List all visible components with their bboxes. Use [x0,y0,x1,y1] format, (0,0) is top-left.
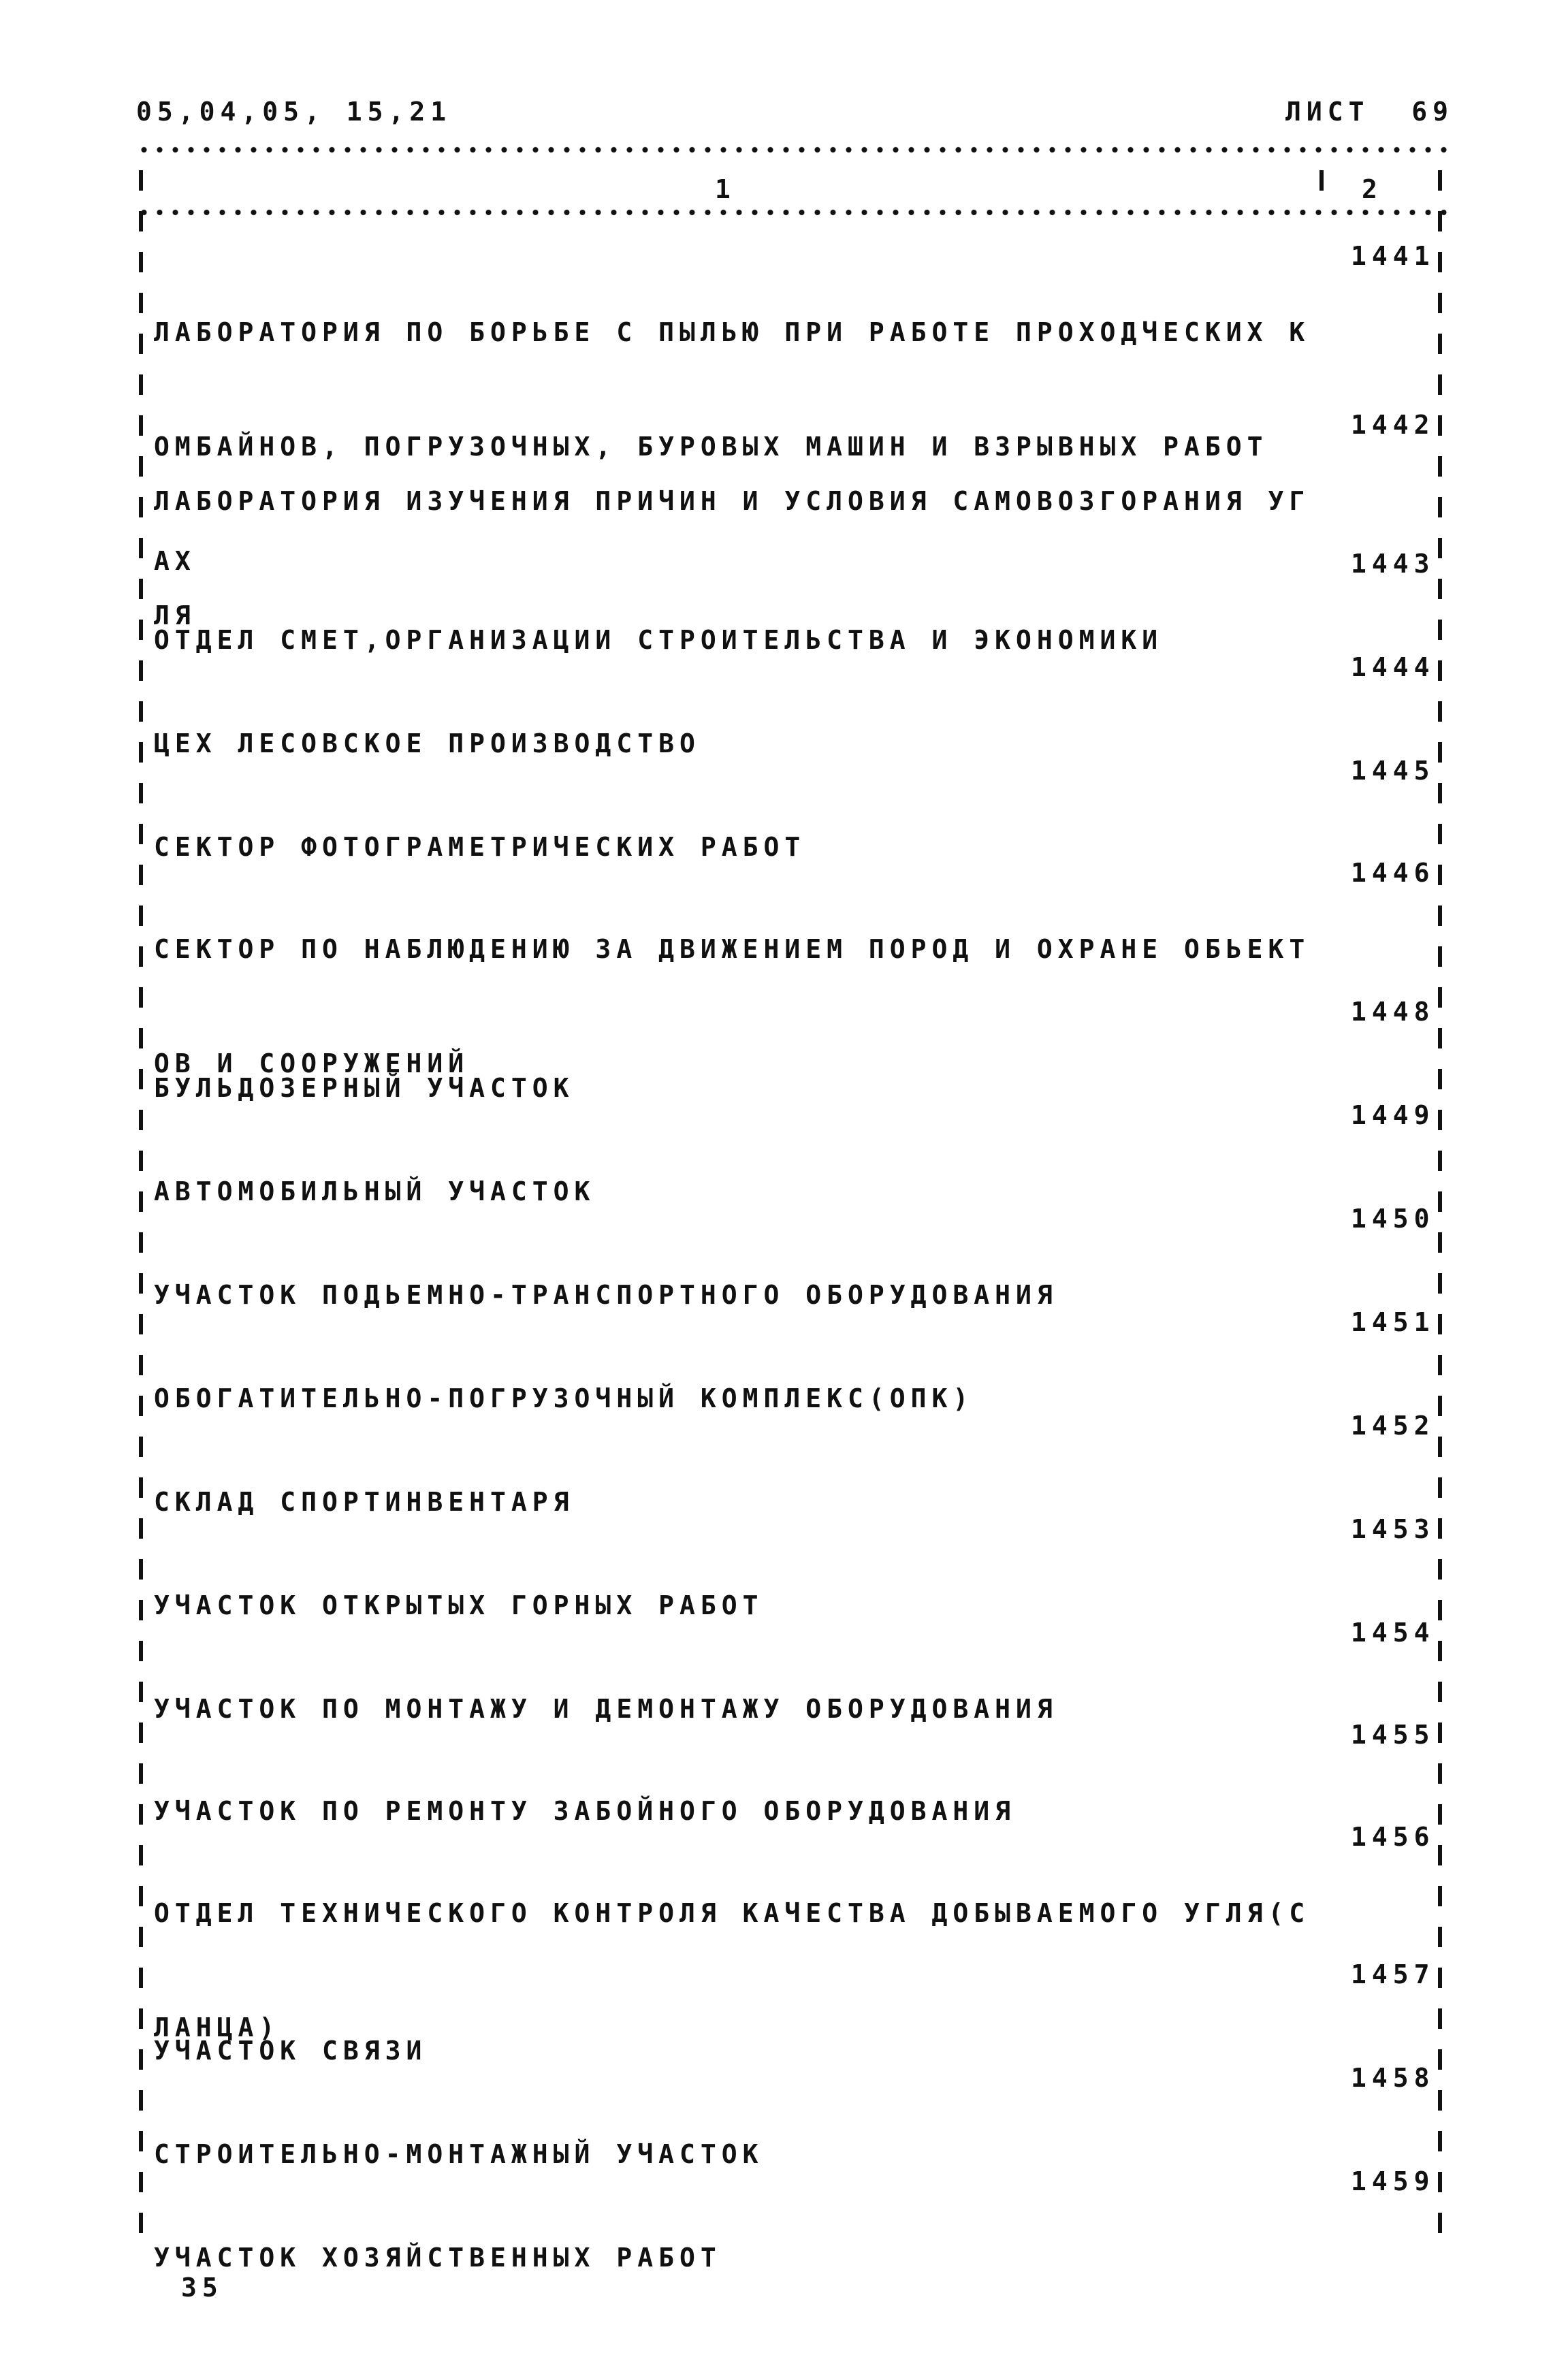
department-name: ЦЕХ ЛЕСОВСКОЕ ПРОИЗВОДСТВО [154,728,701,758]
department-code: 1442 [1351,410,1435,440]
department-code: 1450 [1351,1204,1435,1234]
department-name: СТРОИТЕЛЬНО-МОНТАЖНЫЙ УЧАСТОК [154,2139,764,2169]
department-name: ОТДЕЛ СМЕТ,ОРГАНИЗАЦИИ СТРОИТЕЛЬСТВА И ЭКОНОМИКИ [154,625,1164,655]
table-right-border [1438,170,1442,2240]
page-number: 35 [181,2273,223,2303]
department-code: 1459 [1351,2166,1435,2196]
department-name: УЧАСТОК ХОЗЯЙСТВЕННЫХ РАБОТ [154,2243,722,2273]
column-header-1: 1 [715,174,736,204]
column-divider [1319,170,1324,211]
department-code: 1448 [1351,997,1435,1027]
asterisk-rule-header [136,207,1454,218]
department-code: 1454 [1351,1618,1435,1648]
department-name: СЕКТОР ФОТОГРАМЕТРИЧЕСКИХ РАБОТ [154,832,806,862]
department-name: СЕКТОР ПО НАБЛЮДЕНИЮ ЗА ДВИЖЕНИЕМ ПОРОД И ОХРАНЕ ОБЬЕКТ ОВ И СООРУЖЕНИЙ [154,934,1311,1078]
department-name: УЧАСТОК ПОДЬЕМНО-ТРАНСПОРТНОГО ОБОРУДОВАНИЯ [154,1280,1058,1310]
department-code: 1452 [1351,1411,1435,1441]
department-name: ЛАБОРАТОРИЯ ПО БОРЬБЕ С ПЫЛЬЮ ПРИ РАБОТЕ ПРОХОДЧЕСКИХ К ОМБАЙНОВ, ПОГРУЗОЧНЫХ, БУРОВЫХ МАШИН И ВЗРЫВНЫХ РАБОТ АХ [154,317,1311,576]
table-left-border [139,170,143,2240]
department-code: 1445 [1351,756,1435,786]
department-code: 1446 [1351,858,1435,888]
department-code: 1456 [1351,1822,1435,1852]
department-name: УЧАСТОК ОТКРЫТЫХ ГОРНЫХ РАБОТ [154,1590,764,1620]
department-code: 1451 [1351,1307,1435,1337]
department-code: 1449 [1351,1100,1435,1130]
department-name: БУЛЬДОЗЕРНЫЙ УЧАСТОК [154,1073,575,1103]
asterisk-rule-top [136,144,1454,155]
department-code: 1444 [1351,652,1435,682]
department-name: УЧАСТОК ПО МОНТАЖУ И ДЕМОНТАЖУ ОБОРУДОВАНИЯ [154,1694,1058,1724]
header-datetime: 05,04,05, 15,21 [136,97,452,127]
department-code: 1441 [1351,241,1435,271]
column-header-2: 2 [1362,174,1383,204]
department-code: 1458 [1351,2063,1435,2093]
department-name: ОТДЕЛ ТЕХНИЧЕСКОГО КОНТРОЛЯ КАЧЕСТВА ДОБЫВАЕМОГО УГЛЯ(С ЛАНЦА) [154,1898,1311,2042]
department-code: 1457 [1351,1959,1435,1989]
department-name: АВТОМОБИЛЬНЫЙ УЧАСТОК [154,1176,596,1206]
department-name: УЧАСТОК ПО РЕМОНТУ ЗАБОЙНОГО ОБОРУДОВАНИЯ [154,1796,1016,1826]
header-sheet-number: ЛИСТ 69 [1285,97,1454,127]
department-name: УЧАСТОК СВЯЗИ [154,2036,428,2066]
department-name: СКЛАД СПОРТИНВЕНТАРЯ [154,1487,575,1517]
department-code: 1443 [1351,549,1435,579]
department-name: ЛАБОРАТОРИЯ ИЗУЧЕНИЯ ПРИЧИН И УСЛОВИЯ САМОВОЗГОРАНИЯ УГ ЛЯ [154,486,1311,630]
department-code: 1455 [1351,1720,1435,1750]
department-name: ОБОГАТИТЕЛЬНО-ПОГРУЗОЧНЫЙ КОМПЛЕКС(ОПК) [154,1383,974,1413]
department-code: 1453 [1351,1514,1435,1544]
